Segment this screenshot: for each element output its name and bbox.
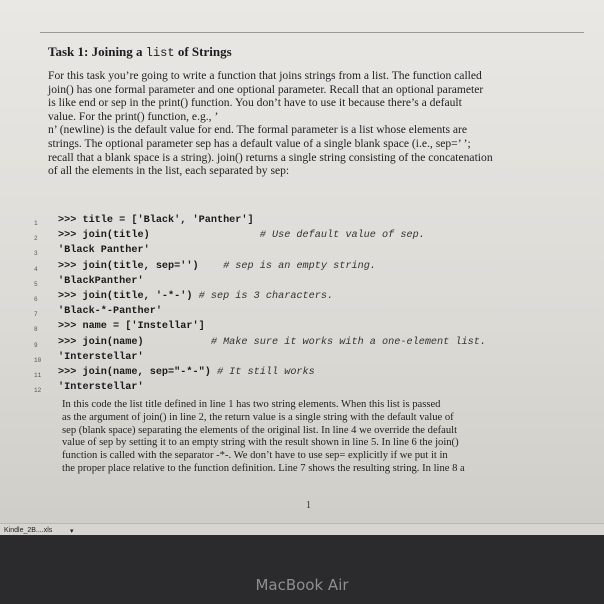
header-rule: [40, 32, 584, 33]
line-number: 2: [34, 235, 38, 243]
code-row: [34, 274, 574, 289]
code-text: 'Black Panther': [58, 245, 150, 257]
para2-line: function is called with the separator -*-. We don’t have to use sep= explicitly if we put it in: [62, 450, 448, 462]
code-row: [34, 289, 574, 304]
code-row: [34, 213, 574, 228]
code-row: [34, 304, 574, 319]
code-text: 'Interstellar': [58, 382, 144, 394]
code-comment: # sep is an empty string.: [223, 260, 376, 272]
code-row: [34, 380, 574, 395]
line-number: 7: [34, 311, 38, 319]
line-number: 12: [34, 387, 42, 395]
code-text: 'Interstellar': [58, 351, 144, 363]
device-label: MacBook Air: [255, 576, 349, 594]
line-number: 4: [34, 265, 38, 273]
task-title-suffix: of Strings: [174, 44, 232, 59]
para1-line: of all the elements in the list, each separated by sep:: [48, 164, 290, 178]
code-row: [34, 319, 574, 334]
code-row: [34, 243, 574, 258]
para2-line: value of sep by setting it to an empty string with the result shown in line 5. In line 6 the join(): [62, 437, 459, 449]
code-text: >>> title = ['Black', 'Panther']: [58, 215, 254, 226]
line-number: 9: [34, 341, 38, 349]
download-bar: [0, 523, 604, 535]
code-comment: # Make sure it works with a one-element list.: [210, 336, 486, 348]
code-text: 'BlackPanther': [58, 275, 144, 287]
code-row: [34, 228, 574, 243]
code-comment: # It still works: [216, 366, 315, 378]
para1-line: is like end or sep in the print() function. You don’t have to use it because there’s a default: [48, 96, 462, 110]
line-number: 3: [34, 250, 38, 258]
code-row: [34, 335, 574, 350]
para1-line: recall that a blank space is a string). join() returns a single string consisting of the concatenation: [48, 150, 493, 164]
code-row: [34, 365, 574, 380]
code-row: [34, 259, 574, 274]
explanation-paragraph: [62, 399, 562, 476]
line-number: 8: [34, 326, 38, 334]
para2-line: In this code the list title defined in line 1 has two string elements. When this list is passed: [62, 399, 441, 410]
para2-line: as the argument of join() in line 2, the return value is a single string with the default value of: [62, 411, 454, 423]
code-comment: # Use default value of sep.: [259, 230, 425, 242]
line-number: 5: [34, 280, 38, 288]
code-comment: # sep is 3 characters.: [198, 290, 334, 302]
para2-line: the proper place relative to the function definition. Line 7 shows the resulting string. In line 8 a: [62, 462, 465, 474]
code-text: >>> join(title, '-*-'): [58, 290, 199, 302]
code-text: >>> join(title, sep=''): [58, 260, 224, 272]
intro-paragraph: [48, 69, 568, 178]
code-text: >>> join(title): [58, 230, 260, 242]
task-title-prefix: Task 1: Joining a: [48, 44, 146, 59]
line-number: 11: [34, 371, 42, 379]
para1-line: value. For the print() function, e.g., ’: [48, 109, 219, 123]
code-text: >>> join(name): [58, 336, 211, 348]
code-text: >>> name = ['Instellar']: [58, 321, 205, 333]
code-text: >>> join(name, sep="-*-"): [58, 366, 217, 378]
para2-line: sep (blank space) separating the elements of the original list. In line 4 we override the default: [62, 424, 458, 436]
code-text: 'Black-*-Panther': [58, 306, 162, 318]
page-number: 1: [306, 500, 311, 511]
para1-line: join() has one formal parameter and one optional parameter. Recall that an optional parameter: [48, 82, 484, 96]
chevron-down-icon[interactable]: ▾: [70, 528, 74, 535]
line-number: 6: [34, 295, 38, 303]
task-title-mono: list: [145, 46, 175, 60]
para1-line: strings. The optional parameter sep has a default value of a single blank space (i.e., sep=’ ’;: [48, 136, 471, 150]
code-listing: [34, 213, 574, 395]
para1-line: n’ (newline) is the default value for end. The formal parameter is a list whose elements are: [48, 123, 468, 137]
para1-line: For this task you’re going to write a function that joins strings from a list. The function called: [48, 69, 482, 82]
code-row: [34, 350, 574, 365]
download-file-button[interactable]: Kindle_2B....xls: [4, 527, 53, 534]
line-number: 10: [34, 356, 42, 364]
task-title: [48, 44, 232, 60]
line-number: 1: [34, 220, 38, 227]
